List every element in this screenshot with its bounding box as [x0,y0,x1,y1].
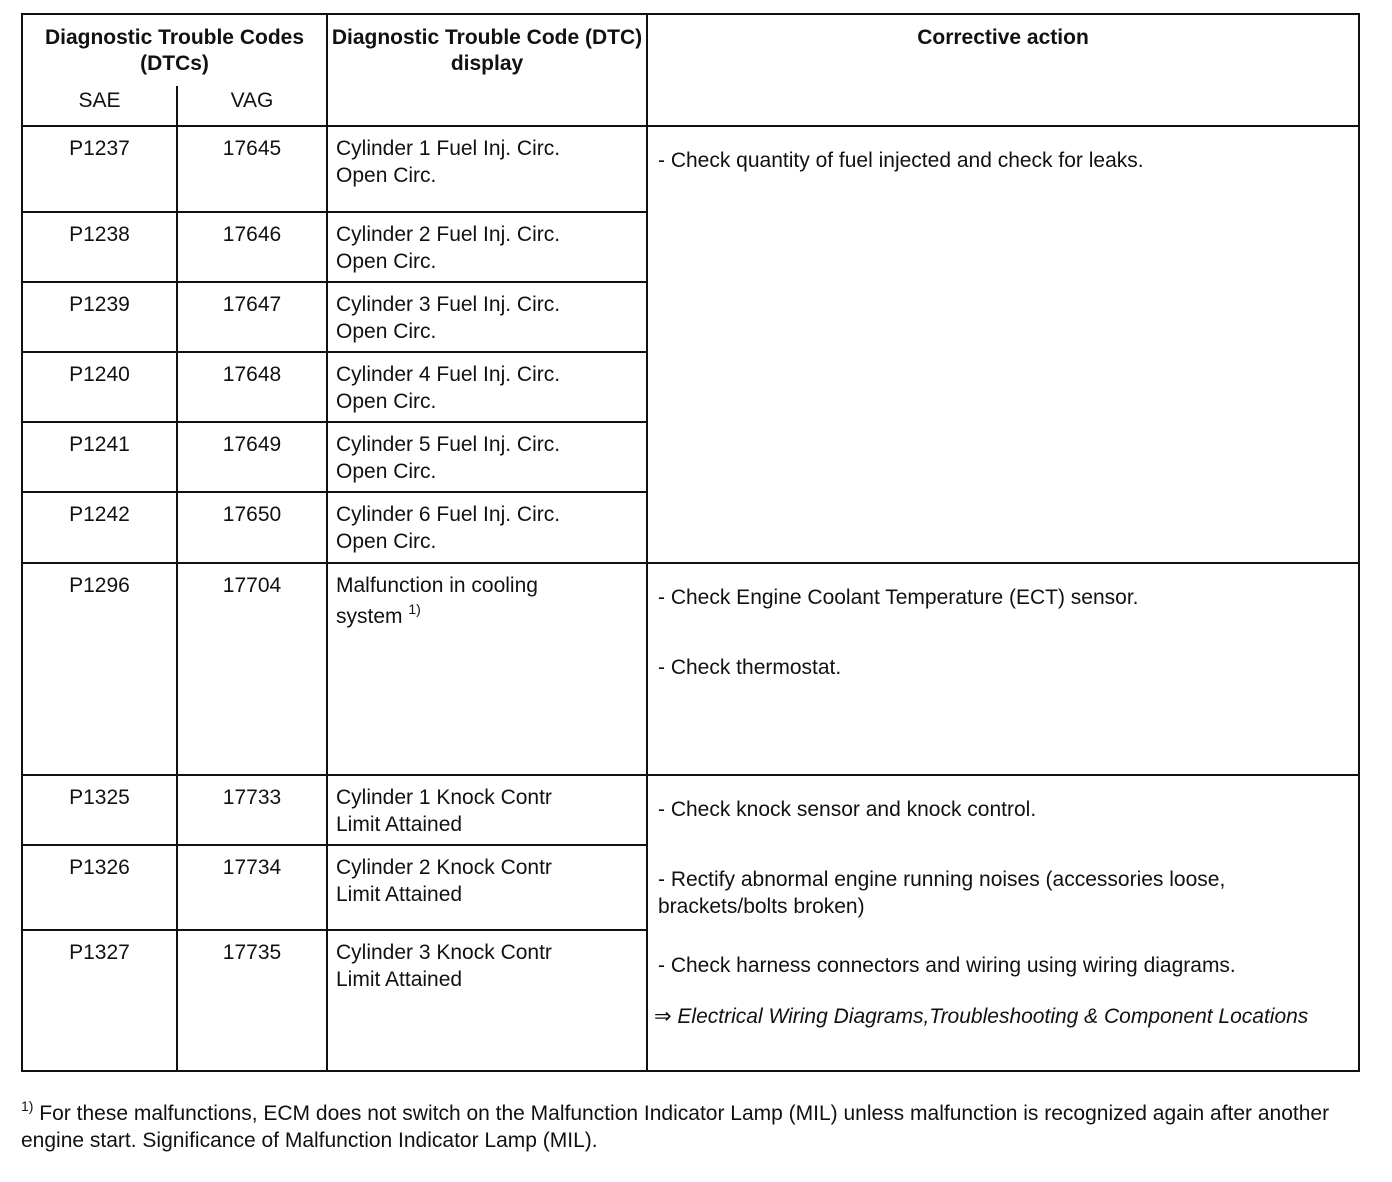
header-sae: SAE [22,86,177,126]
dtc-display-text [327,775,647,845]
sae-code: P1325 [22,775,177,845]
table-row [22,563,1359,775]
dtc-display-line: Open Circ. [336,250,437,273]
sae-code: P1240 [22,352,177,422]
header-corrective-action: Corrective action [647,14,1359,126]
dtc-display-line: Limit Attained [336,968,463,991]
dtc-display-line: Open Circ. [336,390,437,413]
dtc-display-line: Limit Attained [336,883,463,906]
dtc-display-text [327,930,647,1071]
dtc-table [21,13,1360,1072]
table-row [22,126,1359,212]
dtc-display-line: Limit Attained [336,813,463,836]
dtc-display-line: Cylinder 3 Knock Contr [336,941,552,964]
footnote [21,1100,1361,1154]
dtc-display-line: system [336,605,403,628]
vag-code: 17648 [177,352,327,422]
action-item: - Check quantity of fuel injected and check for leaks. [658,149,1144,172]
dtc-display-text [327,492,647,563]
dtc-display-text [327,282,647,352]
dtc-display-line: Cylinder 5 Fuel Inj. Circ. [336,433,561,456]
footnote-text: For these malfunctions, ECM does not switch on the Malfunction Indicator Lamp (MIL) unless malfunction is recognized again after another engine start. Significance of Malfunction Indicator Lamp (MIL). [21,1102,1330,1152]
dtc-display-line: Open Circ. [336,320,437,343]
sae-code: P1326 [22,845,177,930]
action-item: - Check Engine Coolant Temperature (ECT) sensor. [658,586,1139,609]
vag-code: 17733 [177,775,327,845]
vag-code: 17650 [177,492,327,563]
header-dtc-display: Diagnostic Trouble Code (DTC) display [327,14,647,126]
sae-code: P1241 [22,422,177,492]
dtc-display-line: Open Circ. [336,530,437,553]
dtc-display-line: Open Circ. [336,164,437,187]
sae-code: P1238 [22,212,177,282]
sae-code: P1327 [22,930,177,1071]
dtc-display-line: Cylinder 3 Fuel Inj. Circ. [336,293,561,316]
action-item: - Check harness connectors and wiring using wiring diagrams. [658,954,1236,977]
dtc-display-line: Cylinder 4 Fuel Inj. Circ. [336,363,561,386]
dtc-display-text [327,845,647,930]
action-item: - Rectify abnormal engine running noises (accessories loose, brackets/bolts broken) [658,868,1226,918]
dtc-display-line: Cylinder 2 Fuel Inj. Circ. [336,223,561,246]
vag-code: 17735 [177,930,327,1071]
action-item: - Check thermostat. [658,656,842,679]
action-injectors [647,126,1359,563]
dtc-display-text [327,352,647,422]
dtc-display-line: Cylinder 1 Fuel Inj. Circ. [336,137,561,160]
wiring-diagram-reference: ⇒ Electrical Wiring Diagrams,Troubleshooting & Component Locations [654,1005,1309,1028]
dtc-display-text [327,126,647,212]
sae-code: P1237 [22,126,177,212]
vag-code: 17647 [177,282,327,352]
dtc-display-line: Open Circ. [336,460,437,483]
table-row [22,775,1359,845]
dtc-display-line: Cylinder 6 Fuel Inj. Circ. [336,503,561,526]
dtc-display-line: Malfunction in cooling [336,574,538,597]
dtc-display-text [327,212,647,282]
sae-code: P1242 [22,492,177,563]
action-cooling [647,563,1359,775]
footnote-marker: 1) [408,601,421,617]
action-knock [647,775,1359,1071]
vag-code: 17645 [177,126,327,212]
dtc-display-text [327,563,647,775]
dtc-display-line: Cylinder 1 Knock Contr [336,786,552,809]
vag-code: 17649 [177,422,327,492]
sae-code: P1239 [22,282,177,352]
footnote-marker: 1) [21,1098,34,1114]
action-item: - Check knock sensor and knock control. [658,798,1037,821]
dtc-display-text [327,422,647,492]
header-vag: VAG [177,86,327,126]
vag-code: 17704 [177,563,327,775]
header-dtc-group: Diagnostic Trouble Codes (DTCs) [22,14,327,86]
vag-code: 17646 [177,212,327,282]
vag-code: 17734 [177,845,327,930]
dtc-display-line: Cylinder 2 Knock Contr [336,856,552,879]
sae-code: P1296 [22,563,177,775]
